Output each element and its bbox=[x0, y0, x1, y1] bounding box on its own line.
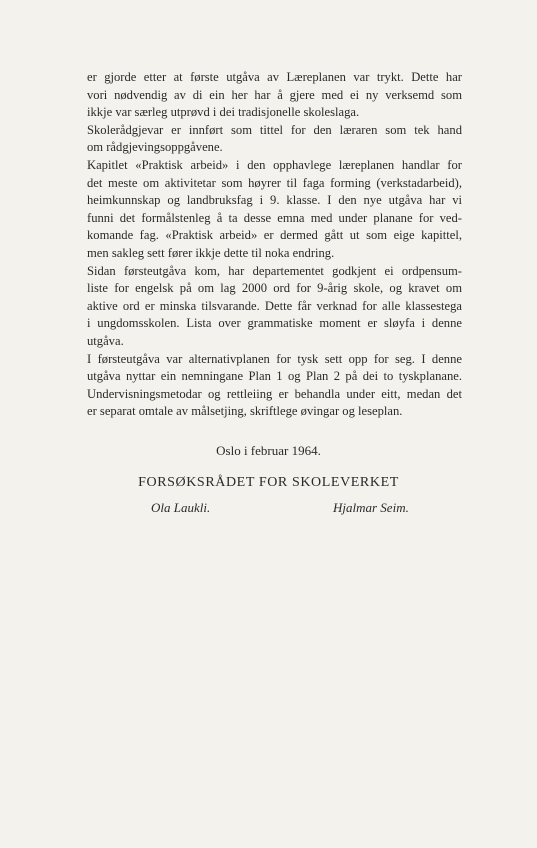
text-line: heimkunnskap og landbruksfag i 9. klasse. I den nye utgåva har vi bbox=[87, 193, 462, 208]
text-line: aktive ord er minska tilsvarande. Dette får verknad for alle klassestega bbox=[87, 298, 462, 313]
text-line: liste for engelsk på om lag 2000 ord for 9-årig skole, og kravet om bbox=[87, 281, 462, 296]
text-line: i ungdomsskolen. Lista over grammatiske moment er sløyfa i denne bbox=[87, 316, 462, 331]
text-line: utgåva. bbox=[87, 333, 124, 348]
text-line: Kapitlet «Praktisk arbeid» i den opphavlege læreplanen handlar for bbox=[87, 157, 462, 172]
text-line: det meste om aktivitetar som høyrer til faga forming (verkstadarbeid), bbox=[87, 175, 462, 190]
date-line: Oslo i februar 1964. bbox=[216, 443, 321, 458]
text-line: er separat omtale av målsetjing, skriftlege øvingar og leseplan. bbox=[87, 404, 403, 419]
text-line: ikkje var særleg utprøvd i dei tradisjonelle skoleslaga. bbox=[87, 105, 360, 120]
text-line: I førsteutgåva var alternativplanen for tysk sett opp for seg. I denne bbox=[87, 351, 462, 366]
text-line: Skolerådgjevar er innført som tittel for den læraren som tek hand bbox=[87, 122, 462, 137]
text-line: utgåva nyttar ein nemningane Plan 1 og Plan 2 på dei to tyskplanane. bbox=[87, 369, 462, 384]
body-text bbox=[87, 69, 462, 421]
text-line: men sakleg sett fører ikkje dette til noka endring. bbox=[87, 245, 335, 260]
text-line: komande fag. «Praktisk arbeid» er dermed gått ut som eige kapittel, bbox=[87, 228, 462, 243]
signatory-1: Ola Laukli. bbox=[151, 500, 211, 515]
council-name: FORSØKSRÅDET FOR SKOLEVERKET bbox=[138, 475, 399, 490]
signatory-2: Hjalmar Seim. bbox=[333, 500, 409, 515]
text-line: vori nødvendig av di ein her har å gjere med ei ny verksemd som bbox=[87, 87, 462, 102]
text-line: funni det formålstenleg å ta desse emna med under planane for ved- bbox=[87, 210, 462, 225]
text-line: Undervisningsmetodar og rettleiing er behandla under eitt, medan det bbox=[87, 386, 462, 401]
text-line: Sidan førsteutgåva kom, har departementet godkjent ei ordpensum- bbox=[87, 263, 462, 278]
text-line: om rådgjevingsoppgåvene. bbox=[87, 140, 223, 155]
text-line: er gjorde etter at første utgåva av Læreplanen var trykt. Dette har bbox=[87, 70, 462, 84]
